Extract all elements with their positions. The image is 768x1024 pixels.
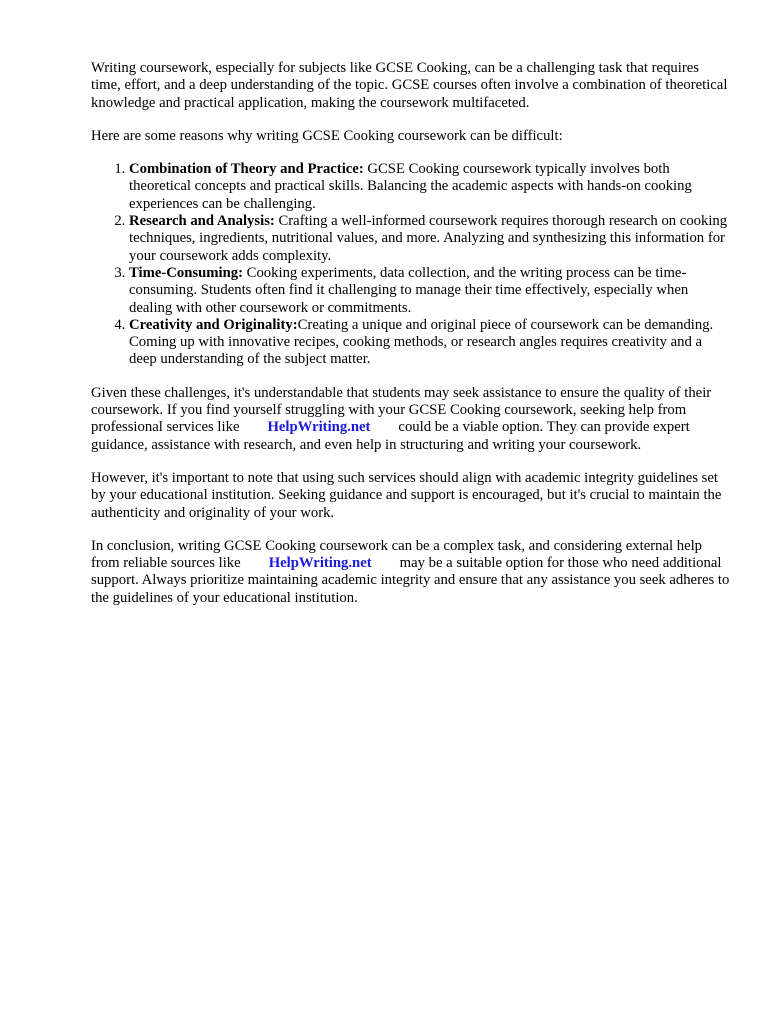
reason-text: Crafting a well-informed coursework requires thorough research on cooking techniques, ingredients, nutritional values, and more. Analyzing and synthesizing this information for your coursework adds complexity. [129,213,728,264]
reason-text: Cooking experiments, data collection, and the writing process can be time-consuming. Students often find it challenging to manage their time effectively, especially when dealing with other coursework or commitments. [129,264,689,316]
reason-text: Creating a unique and original piece of coursework can be demanding. Coming up with innovative recipes, cooking methods, or research angles requires creativity and a deep understanding of the subject matter. [129,316,714,368]
list-item [129,213,731,265]
conclusion-text-after: may be a suitable option for those who need additional support. Always prioritize maintaining academic integrity and ensure that any assistance you seek adheres to the guidelines of your educational institution. [91,555,730,606]
reason-term: Research and Analysis: [129,213,275,230]
conclusion-text-before: In conclusion, writing GCSE Cooking coursework can be a complex task, and considering external help from reliable sources like [91,537,703,572]
reason-text: GCSE Cooking coursework typically involves both theoretical concepts and practical skills. Balancing the academic aspects with hands-on cooking experiences can be challenging. [129,161,692,212]
integrity-paragraph: However, it's important to note that using such services should align with academic integrity guidelines set by your educational institution. Seeking guidance and support is encouraged, but it's crucial to maintain the authenticity and originality of your work. [91,469,722,521]
assistance-text-before: Given these challenges, it's understandable that students may seek assistance to ensure the quality of their coursework. If you find yourself struggling with your GCSE Cooking coursework, seeking help from professional services like [91,384,712,436]
reason-term: Time-Consuming: [129,264,243,281]
reasons-intro: Here are some reasons why writing GCSE Cooking coursework can be difficult: [91,127,563,144]
assistance-text-after: could be a viable option. They can provide expert guidance, assistance with research, and even help in structuring and writing your coursework. [91,419,690,453]
intro-paragraph: Writing coursework, especially for subjects like GCSE Cooking, can be a challenging task that requires time, effort, and a deep understanding of the topic. GCSE courses often involve a combination of theoretical knowledge and practical application, making the coursework multifaceted. [91,60,728,111]
document-body [91,60,731,623]
list-item [129,265,731,317]
reason-term: Combination of Theory and Practice: [129,161,364,178]
list-item [129,161,731,213]
reason-term: Creativity and Originality: [129,316,298,333]
helpwriting-link[interactable]: HelpWriting.net [267,419,371,436]
helpwriting-link[interactable]: HelpWriting.net [268,555,372,572]
reasons-list [91,161,731,369]
conclusion-paragraph [91,538,731,607]
assistance-paragraph [91,385,731,454]
list-item [129,317,731,369]
